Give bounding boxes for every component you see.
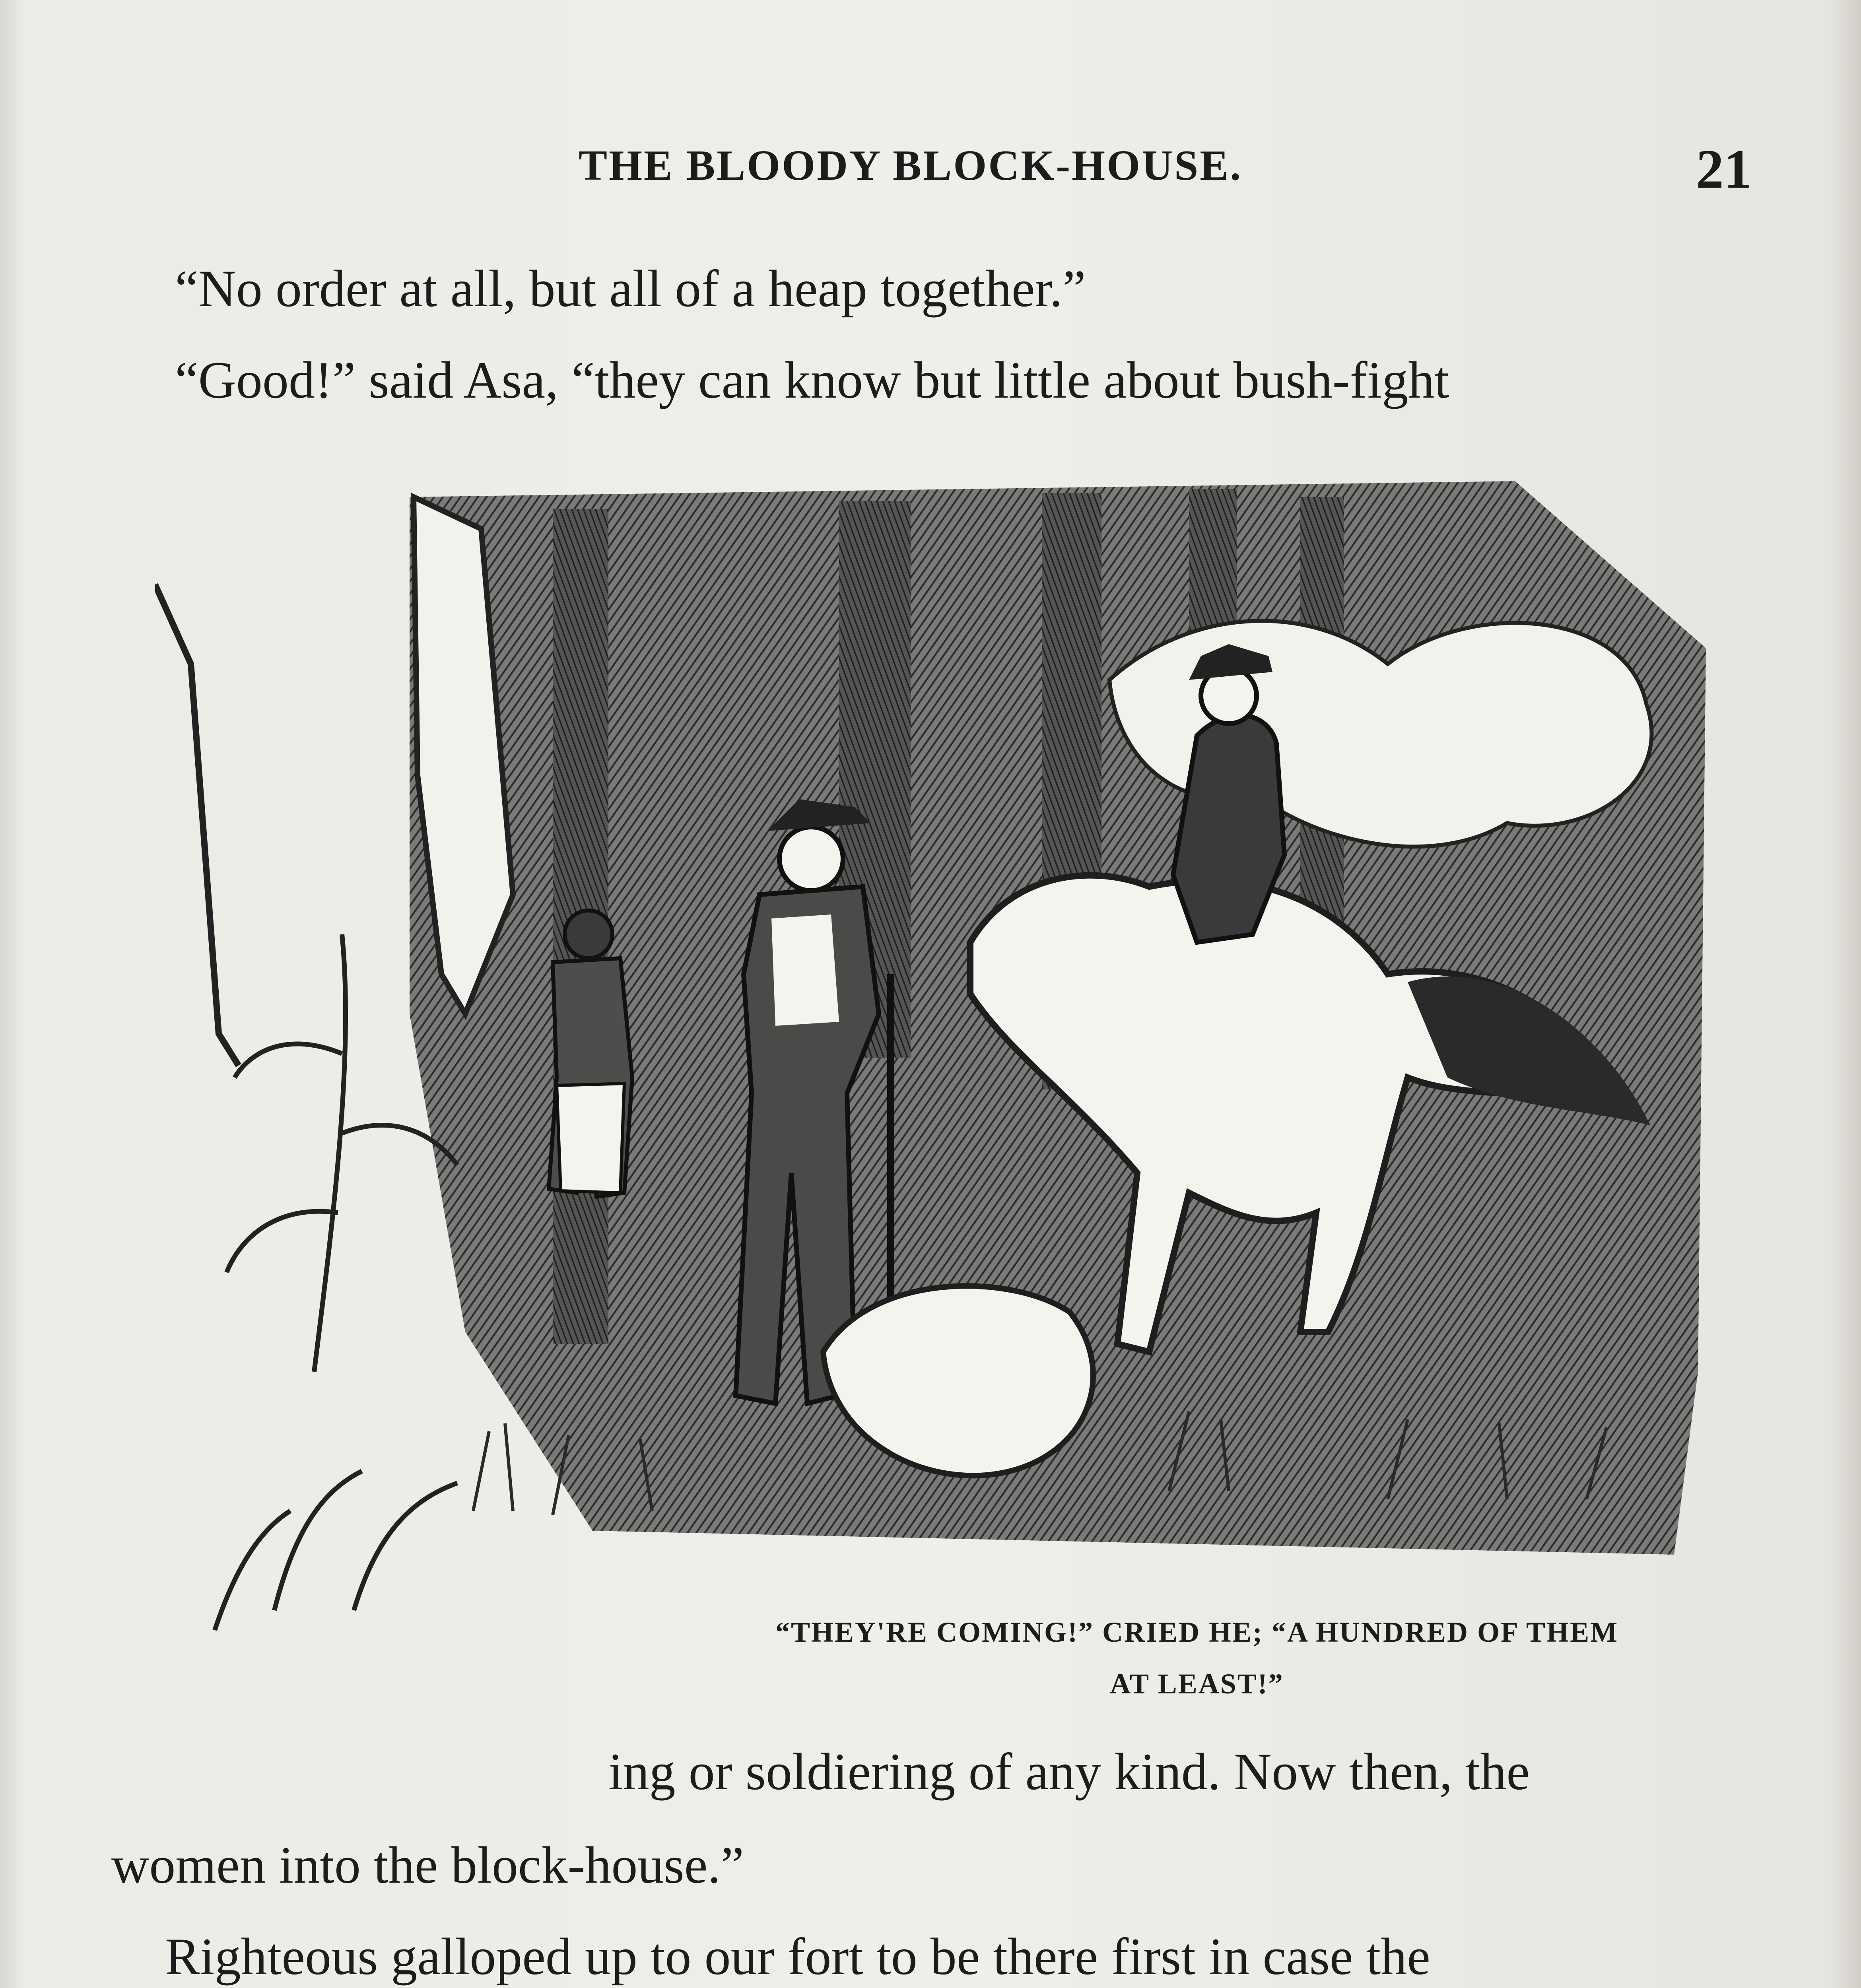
- text-line: ing or soldiering of any kind. Now then, the: [608, 1742, 1530, 1801]
- running-title: THE BLOODY BLOCK-HOUSE.: [579, 142, 1243, 189]
- caption-line: AT LEAST!”: [1110, 1668, 1284, 1700]
- text-line: “Good!” said Asa, “they can know but little about bush-fight: [175, 351, 1449, 409]
- page-number: 21: [1696, 138, 1752, 200]
- text-line: women into the block-house.”: [111, 1836, 744, 1894]
- settler-figure: [779, 827, 843, 891]
- illustration-caption: [652, 1606, 1742, 1710]
- caption-line: “THEY'RE COMING!” CRIED HE; “A HUNDRED OF THEM: [775, 1616, 1619, 1648]
- text-line: Righteous galloped up to our fort to be there first in case the: [165, 1927, 1430, 1986]
- text-line: “No order at all, but all of a heap together.”: [175, 259, 1086, 318]
